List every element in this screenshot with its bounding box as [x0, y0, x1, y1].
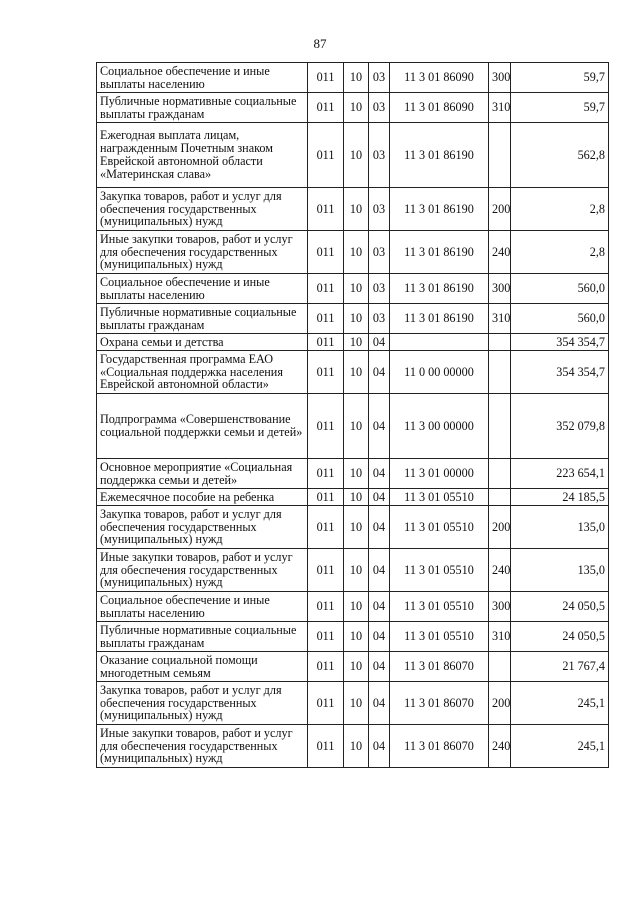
section-code: 10 [344, 459, 369, 489]
expense-type-code: 300 [489, 274, 511, 304]
amount: 135,0 [511, 506, 609, 549]
expense-type-code [489, 652, 511, 682]
ministry-code: 011 [308, 304, 344, 334]
table-row [97, 188, 609, 231]
expense-type-code [489, 394, 511, 459]
target-article-code: 11 3 01 86190 [390, 123, 489, 188]
section-code: 10 [344, 652, 369, 682]
table-row [97, 123, 609, 188]
table-row [97, 622, 609, 652]
target-article-code: 11 3 01 86190 [390, 231, 489, 274]
ministry-code: 011 [308, 63, 344, 93]
table-row [97, 506, 609, 549]
section-code: 10 [344, 725, 369, 768]
subsection-code: 03 [369, 188, 390, 231]
row-name: Основное мероприятие «Социальная поддержка семьи и детей» [97, 459, 308, 489]
expense-type-code: 310 [489, 93, 511, 123]
ministry-code: 011 [308, 652, 344, 682]
table-row [97, 63, 609, 93]
table-row [97, 489, 609, 506]
subsection-code: 03 [369, 123, 390, 188]
subsection-code: 04 [369, 334, 390, 351]
expense-type-code [489, 351, 511, 394]
ministry-code: 011 [308, 93, 344, 123]
subsection-code: 04 [369, 549, 390, 592]
target-article-code [390, 334, 489, 351]
target-article-code: 11 0 00 00000 [390, 351, 489, 394]
amount: 560,0 [511, 304, 609, 334]
section-code: 10 [344, 592, 369, 622]
section-code: 10 [344, 489, 369, 506]
section-code: 10 [344, 622, 369, 652]
amount: 560,0 [511, 274, 609, 304]
expense-type-code: 300 [489, 63, 511, 93]
target-article-code: 11 3 01 86070 [390, 682, 489, 725]
section-code: 10 [344, 304, 369, 334]
target-article-code: 11 3 01 05510 [390, 506, 489, 549]
table-row [97, 652, 609, 682]
target-article-code: 11 3 00 00000 [390, 394, 489, 459]
expense-type-code [489, 489, 511, 506]
section-code: 10 [344, 506, 369, 549]
budget-table [96, 62, 609, 768]
target-article-code: 11 3 01 05510 [390, 549, 489, 592]
table-row [97, 334, 609, 351]
row-name: Иные закупки товаров, работ и услуг для обеспечения государственных (муниципальных) нужд [97, 231, 308, 274]
expense-type-code: 300 [489, 592, 511, 622]
expense-type-code: 200 [489, 506, 511, 549]
subsection-code: 04 [369, 506, 390, 549]
target-article-code: 11 3 01 86070 [390, 652, 489, 682]
expense-type-code [489, 123, 511, 188]
expense-type-code [489, 459, 511, 489]
amount: 354 354,7 [511, 334, 609, 351]
ministry-code: 011 [308, 274, 344, 304]
table-row [97, 459, 609, 489]
target-article-code: 11 3 01 86070 [390, 725, 489, 768]
amount: 245,1 [511, 682, 609, 725]
table-row [97, 351, 609, 394]
amount: 21 767,4 [511, 652, 609, 682]
table-row [97, 549, 609, 592]
ministry-code: 011 [308, 549, 344, 592]
subsection-code: 04 [369, 394, 390, 459]
row-name: Ежегодная выплата лицам, награжденным Почетным знаком Еврейской автономной области «Материнская слава» [97, 123, 308, 188]
row-name: Публичные нормативные социальные выплаты гражданам [97, 622, 308, 652]
amount: 59,7 [511, 63, 609, 93]
ministry-code: 011 [308, 622, 344, 652]
ministry-code: 011 [308, 506, 344, 549]
row-name: Ежемесячное пособие на ребенка [97, 489, 308, 506]
ministry-code: 011 [308, 351, 344, 394]
table-row [97, 682, 609, 725]
row-name: Подпрограмма «Совершенствование социальной поддержки семьи и детей» [97, 394, 308, 459]
ministry-code: 011 [308, 459, 344, 489]
row-name: Социальное обеспечение и иные выплаты населению [97, 592, 308, 622]
expense-type-code: 240 [489, 231, 511, 274]
target-article-code: 11 3 01 05510 [390, 592, 489, 622]
section-code: 10 [344, 274, 369, 304]
table-row [97, 394, 609, 459]
row-name: Социальное обеспечение и иные выплаты населению [97, 274, 308, 304]
subsection-code: 04 [369, 725, 390, 768]
section-code: 10 [344, 549, 369, 592]
target-article-code: 11 3 01 86090 [390, 93, 489, 123]
section-code: 10 [344, 334, 369, 351]
row-name: Государственная программа ЕАО «Социальная поддержка населения Еврейской автономной области» [97, 351, 308, 394]
amount: 2,8 [511, 188, 609, 231]
row-name: Охрана семьи и детства [97, 334, 308, 351]
subsection-code: 03 [369, 274, 390, 304]
table-row [97, 725, 609, 768]
ministry-code: 011 [308, 231, 344, 274]
row-name: Оказание социальной помощи многодетным семьям [97, 652, 308, 682]
section-code: 10 [344, 351, 369, 394]
subsection-code: 04 [369, 622, 390, 652]
expense-type-code: 200 [489, 682, 511, 725]
amount: 562,8 [511, 123, 609, 188]
subsection-code: 03 [369, 304, 390, 334]
table-row [97, 274, 609, 304]
ministry-code: 011 [308, 592, 344, 622]
target-article-code: 11 3 01 86190 [390, 304, 489, 334]
amount: 24 050,5 [511, 622, 609, 652]
amount: 352 079,8 [511, 394, 609, 459]
amount: 24 050,5 [511, 592, 609, 622]
subsection-code: 04 [369, 351, 390, 394]
target-article-code: 11 3 01 00000 [390, 459, 489, 489]
ministry-code: 011 [308, 188, 344, 231]
subsection-code: 04 [369, 682, 390, 725]
expense-type-code: 200 [489, 188, 511, 231]
section-code: 10 [344, 682, 369, 725]
table-row [97, 93, 609, 123]
subsection-code: 03 [369, 93, 390, 123]
target-article-code: 11 3 01 86090 [390, 63, 489, 93]
row-name: Иные закупки товаров, работ и услуг для обеспечения государственных (муниципальных) нужд [97, 549, 308, 592]
row-name: Публичные нормативные социальные выплаты гражданам [97, 304, 308, 334]
ministry-code: 011 [308, 682, 344, 725]
amount: 245,1 [511, 725, 609, 768]
ministry-code: 011 [308, 123, 344, 188]
subsection-code: 04 [369, 489, 390, 506]
subsection-code: 03 [369, 63, 390, 93]
page-number: 87 [313, 36, 327, 51]
section-code: 10 [344, 231, 369, 274]
section-code: 10 [344, 123, 369, 188]
target-article-code: 11 3 01 86190 [390, 188, 489, 231]
subsection-code: 03 [369, 231, 390, 274]
expense-type-code [489, 334, 511, 351]
subsection-code: 04 [369, 652, 390, 682]
table-row [97, 592, 609, 622]
amount: 354 354,7 [511, 351, 609, 394]
row-name: Закупка товаров, работ и услуг для обеспечения государственных (муниципальных) нужд [97, 682, 308, 725]
section-code: 10 [344, 394, 369, 459]
table-row [97, 304, 609, 334]
amount: 2,8 [511, 231, 609, 274]
amount: 223 654,1 [511, 459, 609, 489]
ministry-code: 011 [308, 334, 344, 351]
amount: 135,0 [511, 549, 609, 592]
row-name: Закупка товаров, работ и услуг для обеспечения государственных (муниципальных) нужд [97, 188, 308, 231]
expense-type-code: 310 [489, 304, 511, 334]
subsection-code: 04 [369, 459, 390, 489]
expense-type-code: 240 [489, 725, 511, 768]
expense-type-code: 310 [489, 622, 511, 652]
section-code: 10 [344, 93, 369, 123]
ministry-code: 011 [308, 725, 344, 768]
section-code: 10 [344, 188, 369, 231]
ministry-code: 011 [308, 394, 344, 459]
target-article-code: 11 3 01 05510 [390, 489, 489, 506]
ministry-code: 011 [308, 489, 344, 506]
table-row [97, 231, 609, 274]
row-name: Закупка товаров, работ и услуг для обеспечения государственных (муниципальных) нужд [97, 506, 308, 549]
subsection-code: 04 [369, 592, 390, 622]
row-name: Социальное обеспечение и иные выплаты населению [97, 63, 308, 93]
row-name: Иные закупки товаров, работ и услуг для обеспечения государственных (муниципальных) нужд [97, 725, 308, 768]
target-article-code: 11 3 01 05510 [390, 622, 489, 652]
row-name: Публичные нормативные социальные выплаты гражданам [97, 93, 308, 123]
amount: 24 185,5 [511, 489, 609, 506]
target-article-code: 11 3 01 86190 [390, 274, 489, 304]
budget-table-body [97, 63, 609, 768]
expense-type-code: 240 [489, 549, 511, 592]
amount: 59,7 [511, 93, 609, 123]
section-code: 10 [344, 63, 369, 93]
